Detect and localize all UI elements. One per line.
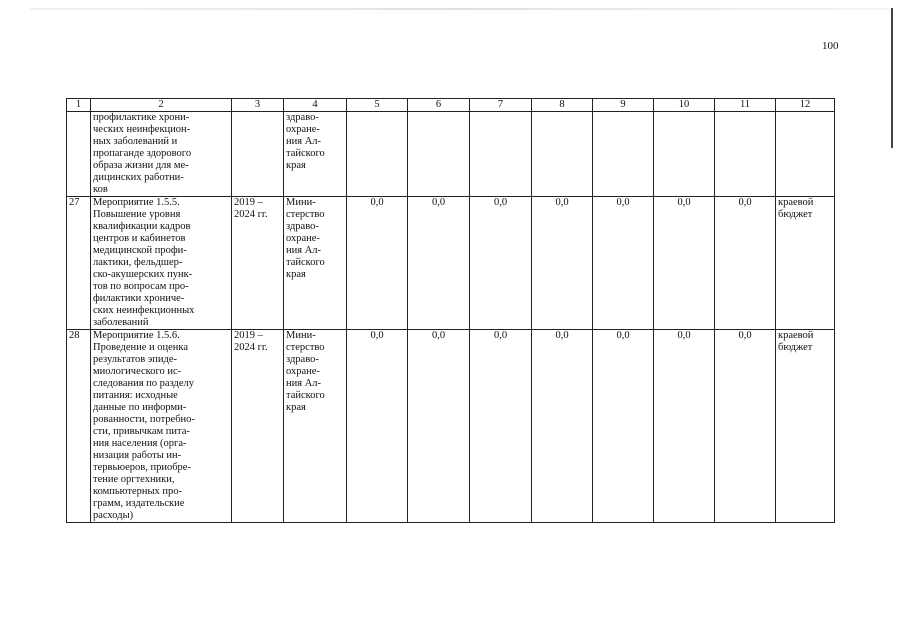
event-description-cell-line: ных заболеваний и <box>93 136 178 147</box>
funding-source-cell-line: бюджет <box>778 342 813 353</box>
event-description-cell-line: низация работы ин- <box>93 450 182 461</box>
row-number-cell: 28 <box>67 330 91 523</box>
period-cell <box>232 197 284 330</box>
event-description-cell-line: результатов эпиде- <box>93 354 178 365</box>
executor-cell-line: края <box>286 160 306 171</box>
column-header: 3 <box>232 99 284 112</box>
period-cell <box>232 112 284 197</box>
event-description-cell-line: тервьюеров, приобре- <box>93 462 191 473</box>
funding-value-cell <box>347 112 408 197</box>
event-description-cell-line: рованности, потребно- <box>93 414 195 425</box>
funding-value-cell: 0,0 <box>532 330 593 523</box>
funding-value-cell: 0,0 <box>593 330 654 523</box>
executor-cell-line: охране- <box>286 124 320 135</box>
event-description-cell-line: Проведение и оценка <box>93 342 189 353</box>
event-description-cell-line: Повышение уровня <box>93 209 181 220</box>
executor-cell-line: тайского <box>286 257 325 268</box>
funding-source-cell-line: бюджет <box>778 209 813 220</box>
executor-cell-line: Мини- <box>286 330 316 341</box>
funding-value-cell: 0,0 <box>715 197 776 330</box>
funding-value-cell: 0,0 <box>715 330 776 523</box>
funding-value-cell <box>408 112 470 197</box>
executor-cell-line: стерство <box>286 342 325 353</box>
column-header: 11 <box>715 99 776 112</box>
executor-cell-line: ния Ал- <box>286 136 322 147</box>
executor-cell-line: здраво- <box>286 112 319 123</box>
event-description-cell-line: сти, привычкам пита- <box>93 426 190 437</box>
executor-cell-line: края <box>286 269 306 280</box>
row-number-cell <box>67 112 91 197</box>
funding-value-cell <box>532 112 593 197</box>
row-number-cell: 27 <box>67 197 91 330</box>
column-header: 7 <box>470 99 532 112</box>
executor-cell-line: ния Ал- <box>286 245 322 256</box>
event-description-cell-line: дицинских работни- <box>93 172 184 183</box>
event-description-cell-line: квалификации кадров <box>93 221 191 232</box>
event-description-cell-line: центров и кабинетов <box>93 233 186 244</box>
event-description-cell-line: профилактике хрони- <box>93 112 190 123</box>
event-description-cell-line: компьютерных про- <box>93 486 183 497</box>
executor-cell-line: здраво- <box>286 221 319 232</box>
executor-cell-line: охране- <box>286 233 320 244</box>
event-description-cell-line: ния населения (орга- <box>93 438 187 449</box>
table-row <box>67 112 835 197</box>
event-description-cell-line: филактики хрониче- <box>93 293 185 304</box>
funding-value-cell: 0,0 <box>470 330 532 523</box>
event-description-cell-line: образа жизни для ме- <box>93 160 189 171</box>
event-description-cell <box>91 330 232 523</box>
executor-cell <box>284 197 347 330</box>
scan-edge-top <box>30 8 890 10</box>
scan-edge-right <box>891 8 893 148</box>
funding-value-cell: 0,0 <box>408 197 470 330</box>
funding-source-cell <box>776 112 835 197</box>
event-description-cell-line: питания: исходные <box>93 390 178 401</box>
funding-source-cell <box>776 197 835 330</box>
column-header: 5 <box>347 99 408 112</box>
column-header: 12 <box>776 99 835 112</box>
event-description-cell-line: медицинской профи- <box>93 245 187 256</box>
funding-value-cell <box>593 112 654 197</box>
funding-value-cell: 0,0 <box>593 197 654 330</box>
executor-cell-line: Мини- <box>286 197 316 208</box>
funding-source-cell-line: краевой <box>778 197 814 208</box>
event-description-cell <box>91 112 232 197</box>
executor-cell-line: края <box>286 402 306 413</box>
funding-value-cell: 0,0 <box>532 197 593 330</box>
funding-source-cell-line: краевой <box>778 330 814 341</box>
column-header: 1 <box>67 99 91 112</box>
executor-cell-line: тайского <box>286 390 325 401</box>
column-header: 2 <box>91 99 232 112</box>
table-row <box>67 330 835 523</box>
event-description-cell-line: ческих неинфекцион- <box>93 124 191 135</box>
column-header: 8 <box>532 99 593 112</box>
period-cell-line: 2024 гг. <box>234 209 268 220</box>
funding-value-cell: 0,0 <box>347 197 408 330</box>
period-cell-line: 2024 гг. <box>234 342 268 353</box>
table-body <box>67 112 835 523</box>
funding-value-cell <box>654 112 715 197</box>
funding-value-cell: 0,0 <box>654 197 715 330</box>
period-cell <box>232 330 284 523</box>
funding-value-cell: 0,0 <box>347 330 408 523</box>
event-description-cell-line: лактики, фельдшер- <box>93 257 183 268</box>
period-cell-line: 2019 – <box>234 330 263 341</box>
event-description-cell-line: тов по вопросам про- <box>93 281 189 292</box>
event-description-cell-line: миологического ис- <box>93 366 182 377</box>
funding-value-cell: 0,0 <box>654 330 715 523</box>
executor-cell <box>284 330 347 523</box>
event-description-cell-line: тение оргтехники, <box>93 474 175 485</box>
event-description-cell-line: ских неинфекционных <box>93 305 195 316</box>
funding-source-cell <box>776 330 835 523</box>
table-row <box>67 197 835 330</box>
event-description-cell-line: ско-акушерских пунк- <box>93 269 193 280</box>
event-description-cell-line: следования по разделу <box>93 378 195 389</box>
event-description-cell <box>91 197 232 330</box>
executor-cell <box>284 112 347 197</box>
period-cell-line: 2019 – <box>234 197 263 208</box>
column-header: 6 <box>408 99 470 112</box>
executor-cell-line: здраво- <box>286 354 319 365</box>
event-description-cell-line: Мероприятие 1.5.6. <box>93 330 180 341</box>
event-description-cell-line: расходы) <box>93 510 134 521</box>
executor-cell-line: ния Ал- <box>286 378 322 389</box>
event-description-cell-line: пропаганде здорового <box>93 148 192 159</box>
event-description-cell-line: заболеваний <box>93 317 149 328</box>
funding-value-cell <box>715 112 776 197</box>
executor-cell-line: стерство <box>286 209 325 220</box>
column-header: 4 <box>284 99 347 112</box>
event-description-cell-line: ков <box>93 184 108 195</box>
page-number: 100 <box>822 40 839 52</box>
executor-cell-line: тайского <box>286 148 325 159</box>
event-description-cell-line: данные по информи- <box>93 402 187 413</box>
funding-value-cell: 0,0 <box>470 197 532 330</box>
event-description-cell-line: грамм, издательские <box>93 498 185 509</box>
column-header: 10 <box>654 99 715 112</box>
event-description-cell-line: Мероприятие 1.5.5. <box>93 197 180 208</box>
program-events-table <box>66 98 835 523</box>
funding-value-cell: 0,0 <box>408 330 470 523</box>
column-header: 9 <box>593 99 654 112</box>
funding-value-cell <box>470 112 532 197</box>
executor-cell-line: охране- <box>286 366 320 377</box>
header-row <box>67 99 835 112</box>
